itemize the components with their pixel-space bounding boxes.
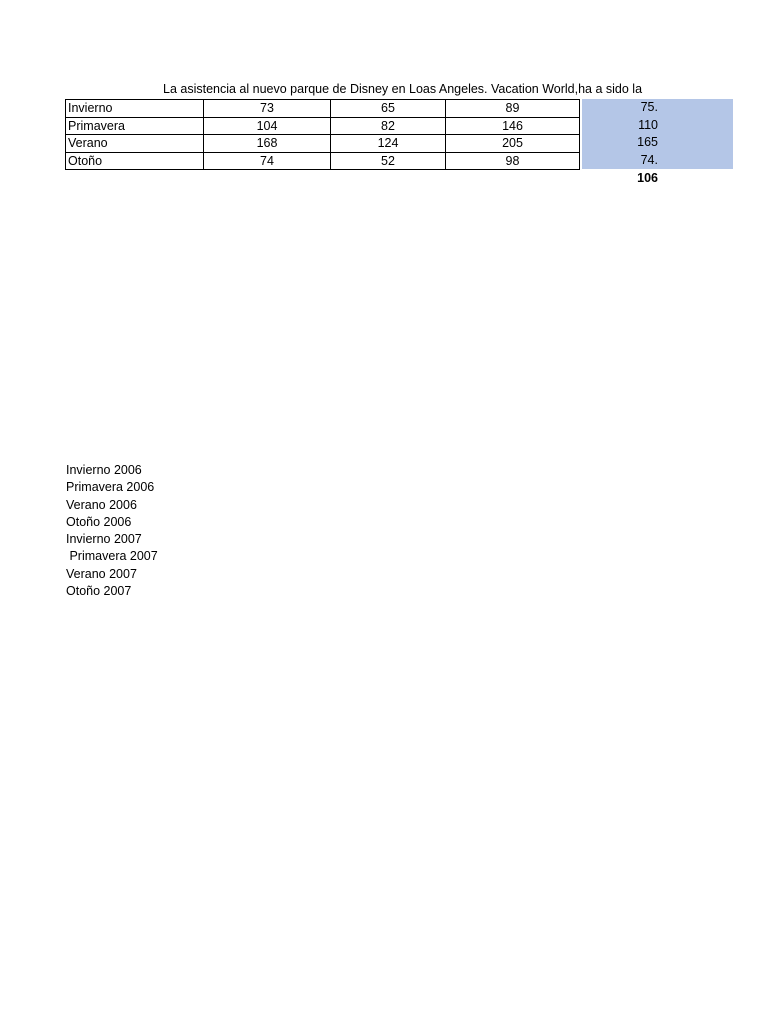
value-cell[interactable]: 98 xyxy=(446,152,580,170)
list-item[interactable]: Verano 2006 xyxy=(66,497,137,512)
list-item[interactable]: Verano 2007 xyxy=(66,566,137,581)
attendance-table xyxy=(65,99,580,170)
value-cell[interactable]: 73 xyxy=(204,100,331,118)
total-cell[interactable]: 106 xyxy=(637,171,658,185)
value-cell[interactable]: 82 xyxy=(331,117,446,135)
season-cell[interactable]: Invierno xyxy=(66,100,204,118)
list-item[interactable]: Otoño 2006 xyxy=(66,514,132,529)
value-cell[interactable]: 52 xyxy=(331,152,446,170)
value-cell[interactable]: 74 xyxy=(204,152,331,170)
list-item[interactable]: Invierno 2006 xyxy=(66,463,142,477)
value-cell[interactable]: 104 xyxy=(204,117,331,135)
list-item[interactable]: Primavera 2007 xyxy=(66,549,158,564)
average-cell[interactable]: 75. xyxy=(582,99,733,117)
table-row xyxy=(66,117,580,135)
season-cell[interactable]: Verano xyxy=(66,135,204,153)
list-item[interactable]: Primavera 2006 xyxy=(66,480,155,495)
list-item[interactable]: Invierno 2007 xyxy=(66,532,142,547)
table-row xyxy=(66,100,580,118)
value-cell[interactable]: 168 xyxy=(204,135,331,153)
average-cell[interactable]: 110 xyxy=(582,117,733,135)
value-cell[interactable]: 124 xyxy=(331,135,446,153)
average-cell[interactable]: 165 xyxy=(582,134,733,152)
average-column xyxy=(582,99,733,169)
value-cell[interactable]: 205 xyxy=(446,135,580,153)
list-item[interactable]: Otoño 2007 xyxy=(66,584,132,599)
sheet-title: La asistencia al nuevo parque de Disney en Loas Angeles. Vacation World,ha a sido la xyxy=(163,82,643,96)
average-cell[interactable]: 74. xyxy=(582,152,733,170)
table-row xyxy=(66,152,580,170)
table-row xyxy=(66,135,580,153)
value-cell[interactable]: 89 xyxy=(446,100,580,118)
season-cell[interactable]: Primavera xyxy=(66,117,204,135)
season-cell[interactable]: Otoño xyxy=(66,152,204,170)
value-cell[interactable]: 65 xyxy=(331,100,446,118)
value-cell[interactable]: 146 xyxy=(446,117,580,135)
season-period-list xyxy=(66,462,158,600)
